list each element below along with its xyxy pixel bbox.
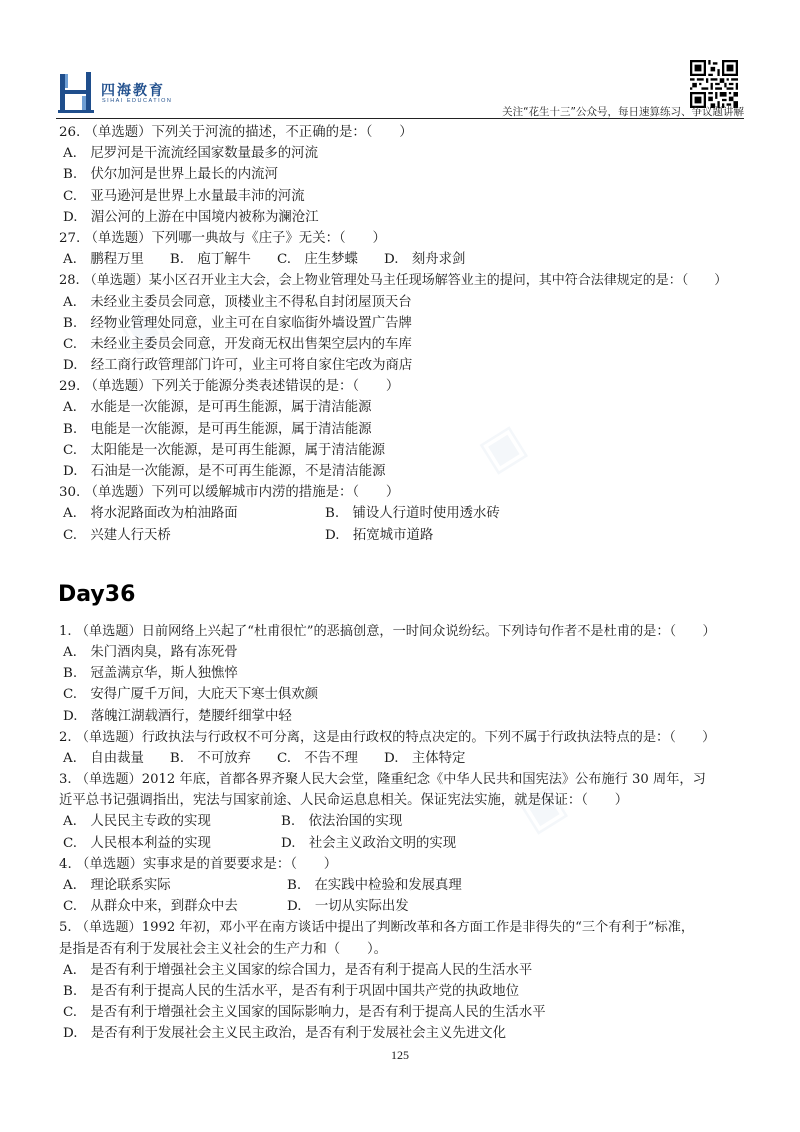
question-5 [59,917,749,1044]
option-d: D. 主体特定 [383,750,466,766]
section-title: Day36 [58,581,136,607]
option-b: B. 伏尔加河是世界上最长的内流河 [63,167,278,183]
options-row [59,525,749,546]
qr-code-icon [690,60,738,108]
question-stem: 30. （单选题）下列可以缓解城市内涝的措施是：（ ） [59,485,400,501]
watermark: ▣ [508,772,575,842]
logo-name: 四海教育 [101,83,165,99]
option-b: B. 冠盖满京华，斯人独憔悴 [63,666,238,682]
option-d: D. 湄公河的上游在中国境内被称为澜沧江 [63,209,319,225]
option-d: D. 刻舟求剑 [383,252,466,268]
question-stem: 27. （单选题）下列哪一典故与《庄子》无关：（ ） [59,230,386,246]
question-stem: 2. （单选题）行政执法与行政权不可分离，这是由行政权的特点决定的。下列不属于行政执法特点的是：（ ） [59,729,716,745]
question-28 [59,270,749,376]
question-stem: 1. （单选题）日前网络上兴起了“杜甫很忙”的恶搞创意，一时间众说纷纭。下列诗句作者不是杜甫的是：（ ） [59,623,716,639]
option-a: A. 尼罗河是干流流经国家数量最多的河流 [63,146,318,162]
option-a: A. 将水泥路面改为柏油路面 [63,506,238,522]
question-2 [59,727,749,769]
question-stem: 26. （单选题）下列关于河流的描述，不正确的是：（ ） [59,125,413,140]
logo-h-mark-icon [58,70,98,114]
option-a: A. 鹏程万里 [63,252,144,268]
option-a: A. 理论联系实际 [63,878,171,893]
option-d: D. 拓宽城市道路 [325,527,434,543]
question-4 [59,854,749,918]
option-a: A. 人民民主专政的实现 [63,814,211,830]
document-body [59,122,749,1045]
option-b: B. 经物业管理处同意，业主可在自家临街外墙设置广告牌 [63,315,412,331]
question-stem: 29. （单选题）下列关于能源分类表述错误的是：（ ） [59,379,400,395]
options-row [59,503,749,524]
question-1 [59,621,749,727]
page-number: 125 [391,1048,409,1062]
option-b: B. 在实践中检验和发展真理 [287,878,462,893]
option-a: A. 水能是一次能源，是可再生能源，属于清洁能源 [63,400,372,416]
option-d: D. 是否有利于发展社会主义民主政治，是否有利于发展社会主义先进文化 [63,1026,507,1042]
question-3 [59,769,749,854]
option-d: D. 经工商行政管理部门许可，业主可将自家住宅改为商店 [63,358,413,374]
header-divider [56,118,744,119]
options-row [59,748,749,769]
option-d: D. 石油是一次能源，是不可再生能源，不是清洁能源 [63,464,386,479]
option-d: D. 一切从实际出发 [287,899,409,915]
question-stem-line-2: 是指是否有利于发展社会主义社会的生产力和（ ）。 [59,941,388,957]
question-27 [59,228,749,270]
option-c: C. 安得广厦千万间，大庇天下寒士俱欢颜 [63,687,319,703]
option-c: C. 人民根本利益的实现 [63,835,211,851]
option-b: B. 不可放弃 [169,750,251,766]
option-c: C. 是否有利于增强社会主义国家的国际影响力，是否有利于提高人民的生活水平 [63,1005,546,1021]
option-d: D. 落魄江湖载酒行，楚腰纤细掌中轻 [63,708,292,724]
option-c: C. 未经业主委员会同意，开发商无权出售架空层内的车库 [63,336,412,352]
options-row [59,833,749,854]
question-stem-line-2: 近平总书记强调指出，宪法与国家前途、人民命运息息相关。保证宪法实施，就是保证：（ ） [59,793,629,809]
option-d: D. 社会主义政治文明的实现 [281,835,457,851]
logo-subtitle: SIHAI EDUCATION [102,98,173,104]
option-c: C. 从群众中来，到群众中去 [63,899,238,915]
option-c: C. 太阳能是一次能源，是可再生能源，属于清洁能源 [63,442,386,458]
question-26 [59,122,749,228]
brand-logo [58,70,176,116]
watermark: ▣ [108,292,175,362]
option-c: C. 亚马逊河是世界上水量最丰沛的河流 [63,188,305,204]
option-b: B. 庖丁解牛 [169,252,251,268]
question-stem-line-1: 5. （单选题）1992 年初，邓小平在南方谈话中提出了判断改革和各方面工作是非得失的“三个有利于”标准， [59,920,695,936]
question-30 [59,482,749,546]
question-29 [59,376,749,482]
option-b: B. 依法治国的实现 [281,814,403,830]
question-stem: 4. （单选题）实事求是的首要要求是：（ ） [59,856,338,872]
options-row [59,811,749,832]
question-stem: 28. （单选题）某小区召开业主大会，会上物业管理处马主任现场解答业主的提问，其中符合法律规定的是：（ ） [59,273,728,289]
question-stem-line-1: 3. （单选题）2012 年底，首都各界齐聚人民大会堂，隆重纪念《中华人民共和国宪法》公布施行 30 周年，习 [59,772,706,788]
option-c: C. 兴建人行天桥 [63,527,171,543]
option-a: A. 是否有利于增强社会主义国家的综合国力，是否有利于提高人民的生活水平 [63,962,533,978]
option-c: C. 不告不理 [276,750,358,766]
option-a: A. 朱门酒肉臭，路有冻死骨 [63,644,238,660]
option-a: A. 未经业主委员会同意，顶楼业主不得私自封闭屋顶天台 [63,294,412,310]
page-header [0,0,800,122]
option-b: B. 是否有利于提高人民的生活水平，是否有利于巩固中国共产党的执政地位 [63,983,519,999]
options-row [59,249,749,270]
options-row [59,875,749,896]
option-c: C. 庄生梦蝶 [276,252,358,268]
header-tagline: 关注“花生十三”公众号，每日速算练习、争议题讲解 [502,106,744,118]
options-row [59,896,749,917]
option-b: B. 电能是一次能源，是可再生能源，属于清洁能源 [63,421,372,437]
option-b: B. 铺设人行道时使用透水砖 [325,506,500,522]
watermark: ▣ [468,412,535,482]
option-a: A. 自由裁量 [63,750,144,766]
